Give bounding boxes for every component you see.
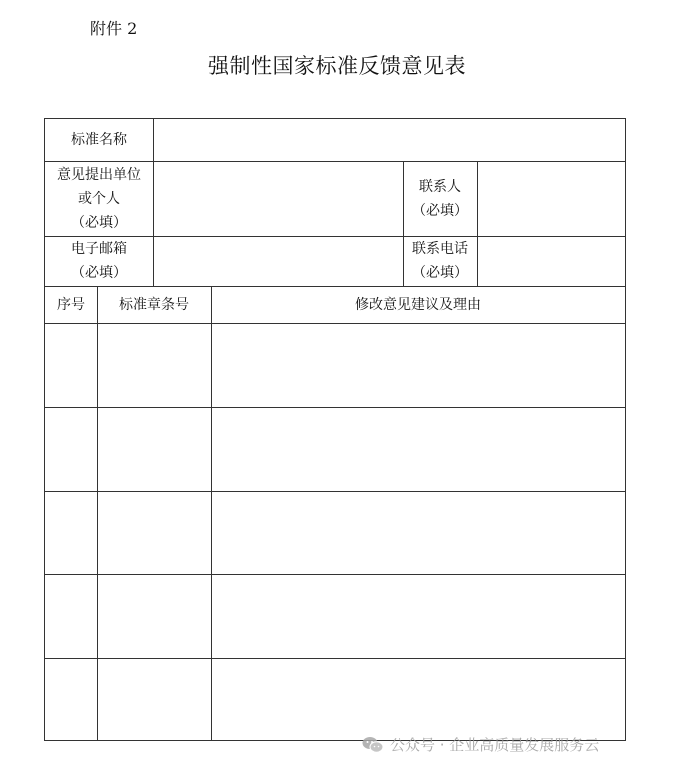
contact-phone-label	[403, 236, 477, 286]
standard-name-field[interactable]	[154, 119, 625, 161]
column-header-clause-text: 标准章条号	[119, 296, 189, 313]
standard-name-label-text: 标准名称	[71, 132, 127, 148]
proposer-label	[45, 161, 153, 236]
proposer-label-line: 意见提出单位	[57, 166, 141, 183]
standard-name-label	[45, 119, 153, 161]
proposer-field[interactable]	[154, 162, 403, 236]
table-row	[45, 574, 625, 658]
contact-phone-label-line: （必填）	[412, 265, 468, 281]
row-no-cell[interactable]	[45, 407, 97, 491]
watermark-text: 公众号 · 企业高质量发展服务云	[390, 736, 600, 754]
email-label-line: （必填）	[71, 265, 127, 281]
contact-phone-field[interactable]	[478, 237, 625, 286]
contact-person-label	[403, 161, 477, 236]
column-header-comment	[211, 286, 625, 323]
table-row	[45, 658, 625, 740]
email-label-line: 电子邮箱	[71, 241, 127, 257]
page-title: 强制性国家标准反馈意见表	[208, 54, 466, 78]
contact-person-field[interactable]	[478, 162, 625, 236]
row-clause-cell[interactable]	[98, 323, 211, 407]
table-row	[45, 491, 625, 574]
column-header-no-text: 序号	[57, 296, 85, 313]
row-comment-cell[interactable]	[212, 574, 625, 658]
column-header-no	[45, 286, 97, 323]
row-clause-cell[interactable]	[98, 574, 211, 658]
column-header-comment-text: 修改意见建议及理由	[355, 296, 481, 313]
table-row	[45, 323, 625, 407]
proposer-label-line: （必填）	[71, 214, 127, 231]
contact-person-label-line: 联系人	[419, 178, 461, 195]
row-comment-cell[interactable]	[212, 323, 625, 407]
row-clause-cell[interactable]	[98, 658, 211, 740]
table-row	[45, 407, 625, 491]
attachment-label: 附件 2	[90, 19, 138, 38]
row-comment-cell[interactable]	[212, 407, 625, 491]
row-clause-cell[interactable]	[98, 491, 211, 574]
row-comment-cell[interactable]	[212, 658, 625, 740]
feedback-form-table	[44, 118, 626, 741]
wechat-icon	[362, 736, 384, 754]
contact-person-label-line: （必填）	[412, 202, 468, 219]
row-no-cell[interactable]	[45, 574, 97, 658]
contact-phone-label-line: 联系电话	[412, 241, 468, 257]
row-comment-cell[interactable]	[212, 491, 625, 574]
email-label	[45, 236, 153, 286]
column-header-clause	[97, 286, 211, 323]
row-clause-cell[interactable]	[98, 407, 211, 491]
row-no-cell[interactable]	[45, 323, 97, 407]
email-field[interactable]	[154, 237, 403, 286]
row-no-cell[interactable]	[45, 658, 97, 740]
row-no-cell[interactable]	[45, 491, 97, 574]
proposer-label-line: 或个人	[78, 190, 120, 207]
watermark	[362, 734, 599, 755]
